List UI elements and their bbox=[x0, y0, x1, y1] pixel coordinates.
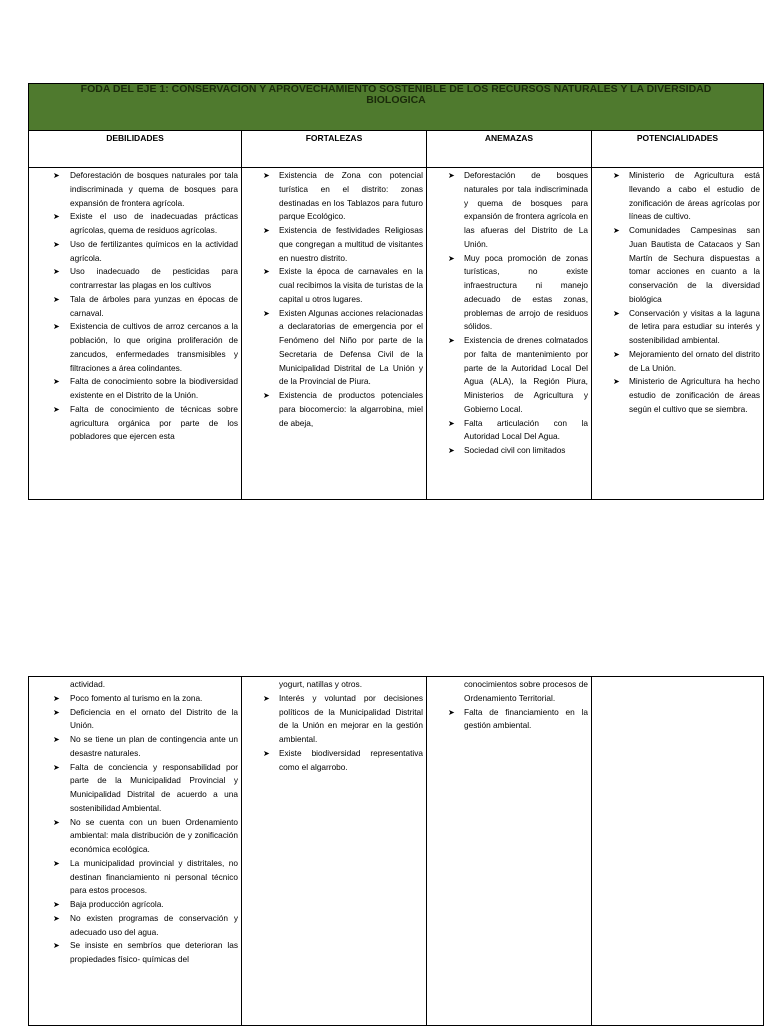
arrow-bullet-icon: ➤ bbox=[53, 817, 60, 827]
arrow-bullet-icon: ➤ bbox=[448, 253, 455, 263]
arrow-bullet-icon: ➤ bbox=[53, 171, 60, 180]
list-item-text: Existen Algunas acciones relacionadas a declaratorias de emergencia por el Fenómeno del Niño por parte de la Secretaria de Defensa Civil de la Municipalidad Distrital de La Unión y de la Provincial de Piura. bbox=[279, 307, 423, 387]
list-item bbox=[246, 692, 423, 747]
title-line-2: BIOLOGICA bbox=[366, 94, 426, 106]
list-item bbox=[246, 265, 423, 306]
arrow-bullet-icon: ➤ bbox=[613, 171, 620, 180]
list-item-text: No se tiene un plan de contingencia ante un desastre naturales. bbox=[70, 734, 238, 758]
foda-table-continued bbox=[28, 676, 764, 1026]
arrow-bullet-icon: ➤ bbox=[53, 762, 60, 772]
list-item-text: Existe biodiversidad representativa como el algarrobo. bbox=[279, 747, 423, 772]
arrow-bullet-icon: ➤ bbox=[263, 308, 270, 318]
potencialidades-list bbox=[592, 168, 763, 417]
arrow-bullet-icon: ➤ bbox=[53, 735, 60, 744]
potencialidades-list-continued bbox=[592, 677, 763, 678]
list-item-text: yogurt, natillas y otros. bbox=[279, 679, 363, 689]
arrow-bullet-icon: ➤ bbox=[613, 377, 620, 387]
list-item bbox=[33, 692, 238, 706]
list-item bbox=[246, 224, 423, 265]
arrow-bullet-icon: ➤ bbox=[448, 336, 455, 345]
list-item-text: Falta de conocimiento sobre la biodiversidad existente en el Distrito de la Unión. bbox=[70, 376, 238, 400]
list-item-text: Falta articulación con la Autoridad Local Del Agua. bbox=[464, 417, 588, 442]
anemazas-list bbox=[427, 168, 591, 458]
cell-debilidades-1 bbox=[29, 168, 242, 500]
list-item-text: conocimientos sobre procesos de Ordenamiento Territorial. bbox=[464, 679, 588, 703]
arrow-bullet-icon: ➤ bbox=[53, 267, 60, 277]
list-item-text: Interés y voluntad por decisiones políticos de la Municipalidad Distrital de la Unión en mejorar en la gestión ambiental. bbox=[279, 692, 423, 744]
list-item-text: Comunidades Campesinas san Juan Bautista de Catacaos y San Martín de Sechura dispuestas a tomar acciones en cuanto a la conservación de la diversidad biológica bbox=[629, 225, 760, 304]
list-item bbox=[596, 348, 760, 376]
list-item bbox=[431, 444, 588, 458]
list-item bbox=[33, 912, 238, 940]
arrow-bullet-icon: ➤ bbox=[448, 707, 455, 717]
list-item bbox=[431, 252, 588, 335]
list-item bbox=[431, 169, 588, 252]
cell-anemazas-1 bbox=[427, 168, 592, 500]
cell-fortalezas-2 bbox=[242, 677, 427, 1026]
arrow-bullet-icon: ➤ bbox=[613, 226, 620, 235]
foda-table-part2 bbox=[28, 676, 763, 1026]
cell-potencialidades-1 bbox=[592, 168, 764, 500]
list-item bbox=[33, 375, 238, 403]
arrow-bullet-icon: ➤ bbox=[53, 404, 60, 414]
header-fortalezas: FORTALEZAS bbox=[242, 131, 427, 168]
list-item-text: Falta de conocimiento de técnicas sobre agricultura orgánica por parte de los pobladores que ejercen esta bbox=[70, 403, 238, 442]
list-item bbox=[246, 747, 423, 775]
foda-table bbox=[28, 83, 764, 500]
list-item bbox=[33, 898, 238, 912]
cell-debilidades-2 bbox=[29, 677, 242, 1026]
list-item bbox=[33, 265, 238, 293]
arrow-bullet-icon: ➤ bbox=[263, 171, 270, 180]
arrow-bullet-icon: ➤ bbox=[53, 294, 60, 304]
arrow-bullet-icon: ➤ bbox=[53, 377, 60, 387]
list-item bbox=[33, 733, 238, 761]
arrow-bullet-icon: ➤ bbox=[448, 418, 455, 428]
list-item-text: Poco fomento al turismo en la zona. bbox=[70, 692, 203, 703]
list-item bbox=[246, 389, 423, 430]
list-item bbox=[33, 403, 238, 444]
cell-potencialidades-2 bbox=[592, 677, 764, 1026]
arrow-bullet-icon: ➤ bbox=[613, 349, 620, 359]
arrow-bullet-icon: ➤ bbox=[53, 239, 60, 249]
list-item bbox=[596, 224, 760, 307]
list-item-text: No existen programas de conservación y adecuado uso del agua. bbox=[70, 912, 238, 937]
list-item bbox=[596, 307, 760, 348]
list-item-text: Uso inadecuado de pesticidas para contrarrestar las plagas en los cultivos bbox=[70, 266, 238, 290]
arrow-bullet-icon: ➤ bbox=[53, 941, 60, 951]
fortalezas-list bbox=[242, 168, 426, 430]
list-item bbox=[431, 706, 588, 734]
list-item-text: Ministerio de Agricultura ha hecho estudio de zonificación de áreas según el cultivo que se siembra. bbox=[629, 376, 760, 414]
list-item-text: Deforestación de bosques naturales por tala indiscriminada y quema de bosques para expansión de frontera agrícola. bbox=[70, 170, 238, 208]
debilidades-list-continued bbox=[29, 677, 241, 967]
arrow-bullet-icon: ➤ bbox=[53, 322, 60, 332]
list-item-text: Sociedad civil con limitados bbox=[464, 445, 566, 455]
list-item-text: Baja producción agrícola. bbox=[70, 899, 164, 909]
list-item-text: La municipalidad provincial y distritales, no destinan financiamiento ni personal técnico para estos procesos. bbox=[70, 857, 238, 896]
list-item-text: Mejoramiento del ornato del distrito de La Unión. bbox=[629, 348, 760, 373]
cell-fortalezas-1 bbox=[242, 168, 427, 500]
list-item bbox=[33, 293, 238, 321]
list-item bbox=[596, 375, 760, 416]
header-potencialidades: POTENCIALIDADES bbox=[592, 131, 764, 168]
arrow-bullet-icon: ➤ bbox=[263, 693, 270, 703]
fortalezas-list-continued bbox=[242, 677, 426, 774]
list-item-text: Existencia de Zona con potencial turística en el distrito: zonas destinadas en los Tablazos para futuro parque Ecológico. bbox=[279, 170, 423, 222]
list-item bbox=[33, 678, 238, 692]
arrow-bullet-icon: ➤ bbox=[53, 900, 60, 909]
list-item bbox=[33, 238, 238, 266]
list-item-text: Existe el uso de inadecuadas prácticas agrícolas, quema de residuos agrícolas. bbox=[70, 211, 238, 235]
cell-anemazas-2 bbox=[427, 677, 592, 1026]
list-item bbox=[33, 320, 238, 375]
list-item bbox=[246, 307, 423, 390]
list-item-text: Existencia de festividades Religiosas que congregan a multitud de visitantes en nuestro distrito. bbox=[279, 225, 423, 263]
list-item-text: Muy poca promoción de zonas turísticas, no existe infraestructura ni manejo adecuado de estas zonas, problemas de arrojo de residuos sólidos. bbox=[464, 252, 588, 332]
arrow-bullet-icon: ➤ bbox=[53, 858, 60, 868]
list-item bbox=[33, 939, 238, 967]
list-item-text: Se insiste en sembríos que deterioran las propiedades físico- químicas del bbox=[70, 940, 238, 964]
list-item bbox=[33, 761, 238, 816]
header-anemazas: ANEMAZAS bbox=[427, 131, 592, 168]
list-item bbox=[431, 678, 588, 706]
arrow-bullet-icon: ➤ bbox=[53, 707, 60, 717]
list-item bbox=[431, 417, 588, 445]
arrow-bullet-icon: ➤ bbox=[263, 226, 270, 235]
debilidades-list bbox=[29, 168, 241, 444]
list-item bbox=[431, 334, 588, 417]
list-item-text: Existencia de productos potenciales para biocomercio: la algarrobina, miel de abeja, bbox=[279, 390, 423, 428]
arrow-bullet-icon: ➤ bbox=[263, 391, 270, 400]
title-line-1: FODA DEL EJE 1: CONSERVACION Y APROVECHAMIENTO SOSTENIBLE DE LOS RECURSOS NATURALES Y LA DIVERSIDAD bbox=[80, 83, 712, 95]
anemazas-list-continued bbox=[427, 677, 591, 733]
arrow-bullet-icon: ➤ bbox=[263, 267, 270, 277]
arrow-bullet-icon: ➤ bbox=[448, 171, 455, 180]
arrow-bullet-icon: ➤ bbox=[448, 446, 455, 455]
arrow-bullet-icon: ➤ bbox=[53, 693, 60, 703]
list-item-text: Falta de conciencia y responsabilidad por parte de la Municipalidad Provincial y Municipalidad Distrital de acuerdo a una sostenibilidad Ambiental. bbox=[70, 761, 238, 813]
arrow-bullet-icon: ➤ bbox=[613, 308, 620, 318]
list-item-text: Deficiencia en el ornato del Distrito de la Unión. bbox=[70, 706, 238, 731]
list-item-text: No se cuenta con un buen Ordenamiento ambiental: mala distribución de y zonificación económica ecológica. bbox=[70, 816, 238, 854]
list-item-text: Uso de fertilizantes químicos en la actividad agrícola. bbox=[70, 238, 238, 263]
list-item bbox=[246, 678, 423, 692]
list-item bbox=[33, 857, 238, 898]
list-item-text: Tala de árboles para yunzas en épocas de carnaval. bbox=[70, 293, 238, 318]
list-item-text: actividad. bbox=[70, 679, 106, 689]
arrow-bullet-icon: ➤ bbox=[53, 913, 60, 923]
list-item-text: Ministerio de Agricultura está llevando a cabo el estudio de zonificación de áreas agrícolas por líneas de cultivo. bbox=[629, 170, 760, 222]
arrow-bullet-icon: ➤ bbox=[263, 748, 270, 758]
list-item bbox=[246, 169, 423, 224]
list-item bbox=[33, 169, 238, 210]
list-item-text: Existencia de drenes colmatados por falta de mantenimiento por parte de la Autoridad Local Del Agua (ALA), la Región Piura, Ministerios de Agricultura y Gobierno Local. bbox=[464, 335, 588, 414]
table-title bbox=[29, 84, 764, 131]
list-item bbox=[33, 706, 238, 734]
list-item-text: Conservación y visitas a la laguna de letira para estudiar su interés y sostenibilidad ambiental. bbox=[629, 307, 760, 345]
list-item-text: Existencia de cultivos de arroz cercanos a la población, lo que origina proliferación de zancudos, enfermedades transmisibles y filtraciones a área colindantes. bbox=[70, 321, 238, 373]
list-item-text: Existe la época de carnavales en la cual recibimos la visita de turistas de la capital u otros lugares. bbox=[279, 266, 423, 304]
list-item-text: Falta de financiamiento en la gestión ambiental. bbox=[464, 706, 588, 731]
list-item bbox=[33, 816, 238, 857]
list-item-text: Deforestación de bosques naturales por tala indiscriminada y quema de bosques para expansión de frontera agrícola en las afueras del Distrito de La Unión. bbox=[464, 170, 588, 249]
header-debilidades: DEBILIDADES bbox=[29, 131, 242, 168]
foda-table-part1 bbox=[28, 83, 763, 500]
list-item bbox=[33, 210, 238, 238]
list-item bbox=[596, 169, 760, 224]
arrow-bullet-icon: ➤ bbox=[53, 212, 60, 222]
